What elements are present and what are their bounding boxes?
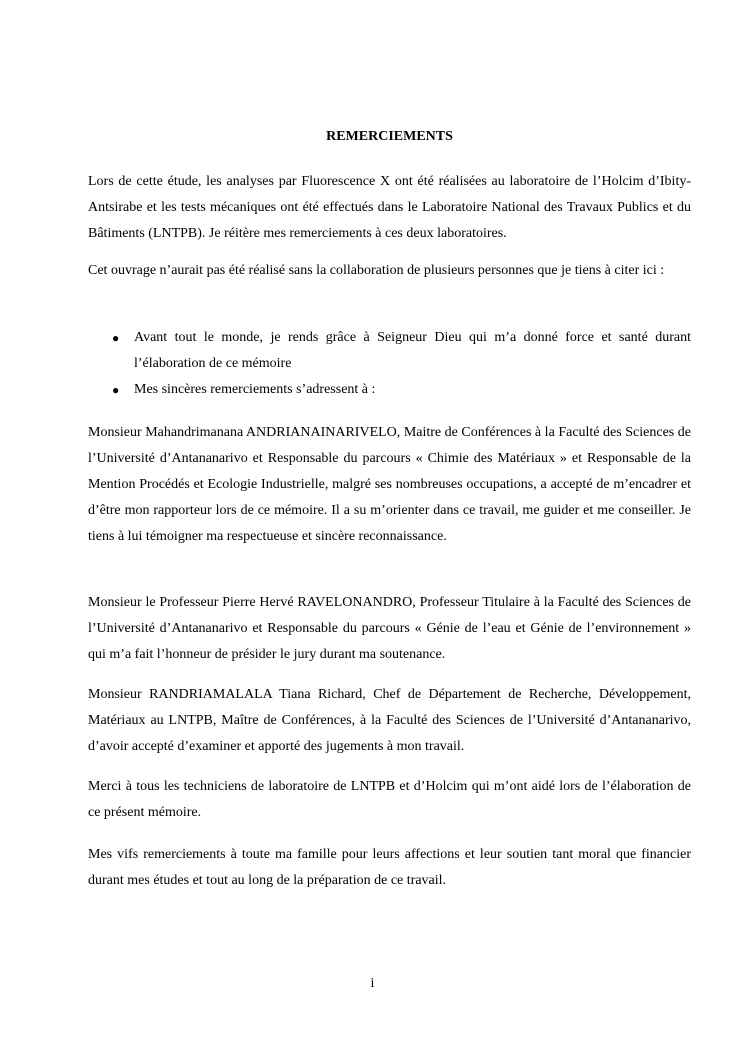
acknowledgement-paragraph-2: Monsieur le Professeur Pierre Hervé RAVELONANDRO, Professeur Titulaire à la Faculté des Sciences de l’Université d’Antananarivo et Responsable du parcours « Génie de l’eau et Génie de l’environnement » qui m’a fait l’honneur de présider le jury durant ma soutenance.: [88, 595, 691, 662]
acknowledgement-paragraph-5: Mes vifs remerciements à toute ma famille pour leurs affections et leur soutien tant moral que financier durant mes études et tout au long de la préparation de ce travail.: [88, 847, 691, 888]
bullet-item: [88, 377, 691, 403]
acknowledgement-paragraph-3: Monsieur RANDRIAMALALA Tiana Richard, Chef de Département de Recherche, Développement, Matériaux au LNTPB, Maître de Conférences, à la Faculté des Sciences de l’Université d’Antananarivo, d’avoir accepté d’examiner et apporté des jugements à mon travail.: [88, 687, 691, 754]
bullet-list: [88, 325, 691, 403]
acknowledgement-paragraph-1: Monsieur Mahandrimanana ANDRIANAINARIVELO, Maitre de Conférences à la Faculté des Sciences de l’Université d’Antananarivo et Responsable du parcours « Chimie des Matériaux » et Responsable de la Mention Procédés et Ecologie Industrielle, malgré ses nombreuses occupations, a accepté de m’encadrer et d’être mon rapporteur lors de ce mémoire. Il a su m’orienter dans ce travail, me guider et me conseiller. Je tiens à lui témoigner ma respectueuse et sincère reconnaissance.: [88, 425, 691, 544]
bullet-icon: ●: [112, 331, 120, 345]
bullet-text: Mes sincères remerciements s’adressent à :: [134, 382, 376, 397]
bullet-icon: ●: [112, 383, 120, 397]
bullet-text: Avant tout le monde, je rends grâce à Seigneur Dieu qui m’a donné force et santé durant l’élaboration de ce mémoire: [134, 330, 691, 371]
acknowledgement-paragraph-4: Merci à tous les techniciens de laboratoire de LNTPB et d’Holcim qui m’ont aidé lors de l’élaboration de ce présent mémoire.: [88, 779, 691, 820]
intro-paragraph-1: Lors de cette étude, les analyses par Fluorescence X ont été réalisées au laboratoire de l’Holcim d’Ibity-Antsirabe et les tests mécaniques ont été effectués dans le Laboratoire National des Travaux Publics et du Bâtiments (LNTPB). Je réitère mes remerciements à ces deux laboratoires.: [88, 174, 691, 241]
page-title: REMERCIEMENTS: [326, 129, 453, 144]
intro-paragraph-2: Cet ouvrage n’aurait pas été réalisé sans la collaboration de plusieurs personnes que je tiens à citer ici :: [88, 263, 665, 278]
page-number: i: [370, 976, 375, 991]
bullet-item: [88, 325, 691, 377]
